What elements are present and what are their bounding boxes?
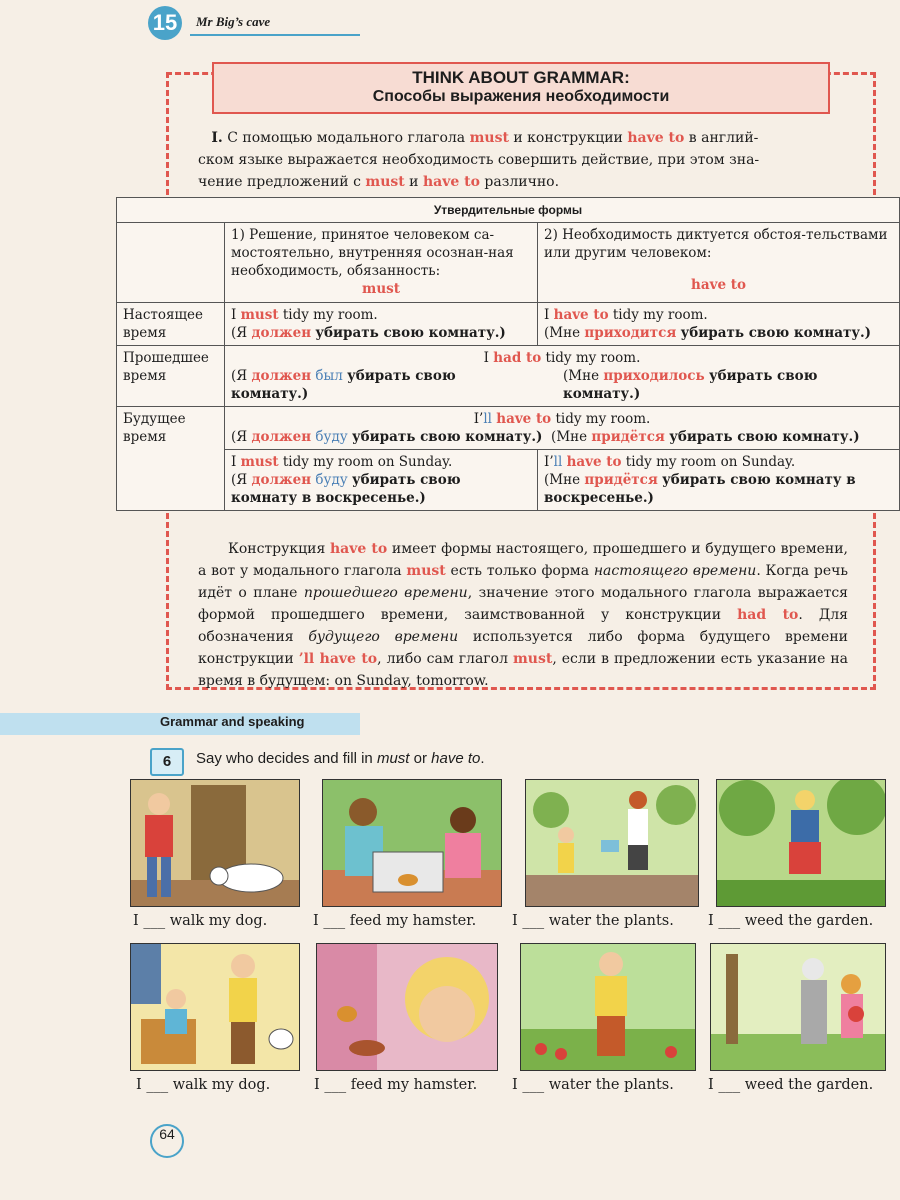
note-text: есть только форма	[450, 563, 590, 579]
example-text: I’	[544, 454, 554, 470]
instruction-text: .	[480, 750, 485, 767]
translation-text: убирать свою комнату.)	[669, 429, 860, 445]
note-text: Конструкция	[228, 541, 326, 557]
caption-8: I ___ weed the garden.	[708, 1077, 874, 1093]
keyword-ll-have-to: ’ll have to	[298, 651, 378, 667]
keyword-ru: должен	[251, 325, 312, 341]
hamster-closeup-illustration	[317, 944, 498, 1071]
keyword-ru: приходилось	[603, 368, 705, 384]
keyword-have-to: have to	[627, 130, 685, 146]
translation-text: убирать свою комнату.)	[315, 325, 506, 341]
translation-text: убирать свою комнату в воскресенье.)	[544, 472, 856, 506]
example-text: tidy my room.	[545, 350, 641, 366]
unit-number-badge: 15	[148, 6, 182, 40]
keyword-have-to: have to	[566, 454, 622, 470]
note-italic: прошедшего времени	[303, 585, 468, 601]
translation-text: (Мне	[544, 472, 581, 488]
row-label-present: Настоящее время	[117, 303, 225, 346]
keyword-must: must	[512, 651, 553, 667]
row-label-past: Прошедшее время	[117, 346, 225, 407]
keyword-ru-aux: был	[315, 368, 343, 384]
past-cell	[225, 346, 900, 407]
keyword-have-to: have to	[553, 307, 609, 323]
father-son-illustration	[131, 944, 300, 1071]
caption-6: I ___ feed my hamster.	[314, 1077, 478, 1093]
picture-girl-hamster-closeup	[316, 943, 498, 1071]
future-must-cell	[225, 450, 538, 511]
note-italic: будущего времени	[308, 629, 459, 645]
keyword-ru-aux: буду	[315, 472, 348, 488]
keyword-ru-aux: буду	[315, 429, 348, 445]
keyword-ru: должен	[251, 472, 312, 488]
translation-text: (Я	[231, 325, 248, 341]
example-text: I	[231, 307, 237, 323]
instruction-keyword: must	[376, 750, 410, 767]
intro-text: в англий-	[688, 130, 759, 146]
keyword-have-to: have to	[496, 411, 552, 427]
grammar-table	[116, 197, 900, 511]
intro-text: и конструкции	[513, 130, 623, 146]
picture-grandmother-girl	[710, 943, 886, 1071]
keyword-must: must	[406, 563, 446, 579]
keyword-ll: ll	[553, 454, 563, 470]
exercise-instruction	[196, 750, 485, 767]
intro-text: чение предложений с	[198, 174, 361, 190]
banner-title: THINK ABOUT GRAMMAR:	[412, 68, 630, 87]
caption-3: I ___ water the plants.	[512, 913, 674, 929]
instruction-keyword: have to	[431, 750, 481, 767]
translation-text: убирать свою комнату.)	[231, 368, 456, 402]
future-cell	[225, 407, 900, 450]
example-text: tidy my room.	[555, 411, 651, 427]
picture-boy-walking-dog	[130, 779, 300, 907]
translation-text: (Я	[231, 368, 248, 384]
table-header: Утвердительные формы	[117, 198, 900, 223]
example-text: I	[483, 350, 489, 366]
exercise-number: 6	[150, 748, 184, 776]
keyword-ru: должен	[251, 429, 312, 445]
page-number: 64	[150, 1124, 184, 1158]
translation-text: убирать свою комнату в воскресенье.)	[231, 472, 461, 506]
translation-text: убирать свою комнату.)	[352, 429, 543, 445]
boy-garden-illustration	[521, 944, 696, 1071]
keyword-ru: приходится	[584, 325, 677, 341]
example-text: I	[544, 307, 550, 323]
keyword-ll: ll	[483, 411, 492, 427]
example-text: tidy my room.	[612, 307, 708, 323]
intro-text: и	[409, 174, 419, 190]
boy-dog-illustration	[131, 780, 300, 907]
section-numeral: I.	[211, 130, 223, 146]
keyword-must: must	[240, 307, 279, 323]
intro-text: различно.	[484, 174, 560, 190]
picture-mother-watering-plants	[525, 779, 699, 907]
column-have-to-header	[538, 223, 900, 303]
row-label-future: Будущее время	[117, 407, 225, 511]
keyword-have-to: have to	[329, 541, 388, 557]
keyword-ru: придётся	[591, 429, 665, 445]
keyword-ru: придётся	[584, 472, 658, 488]
keyword-must: must	[469, 130, 509, 146]
caption-4: I ___ weed the garden.	[708, 913, 874, 929]
keyword-ru: должен	[251, 368, 312, 384]
note-text: имеет формы настоящего, прошедшего и будущего времени, а вот у модального глагола	[198, 541, 848, 579]
example-text: tidy my room on Sunday.	[282, 454, 453, 470]
keyword-must: must	[365, 174, 405, 190]
keyword-must: must	[362, 281, 400, 297]
section-label: Grammar and speaking	[160, 714, 305, 729]
intro-line: ском языке выражается необходимость совершить действие, при этом зна-	[198, 152, 760, 168]
example-text: I	[231, 454, 237, 470]
picture-father-son-dog	[130, 943, 300, 1071]
note-text: , значение этого модального глагола выражается формой прошедшего времени, заимствованной у конструкции	[198, 585, 849, 623]
column-description: 2) Необходимость диктуется обстоя-тельствами или другим человеком:	[544, 227, 888, 261]
translation-text: убирать свою комнату.)	[680, 325, 872, 341]
note-text: , либо сам глагол	[377, 651, 508, 667]
translation-text: (Я	[231, 472, 248, 488]
caption-1: I ___ walk my dog.	[133, 913, 268, 929]
grammar-banner	[212, 62, 830, 114]
translation-text: (Мне	[563, 368, 600, 384]
column-description: 1) Решение, принятое человеком са-мостоятельно, внутренняя осознан-ная необходимость, обязанность:	[231, 227, 514, 279]
future-have-to-cell	[538, 450, 900, 511]
present-have-to-cell	[538, 303, 900, 346]
picture-boy-garden	[520, 943, 696, 1071]
header-divider	[190, 34, 360, 36]
garden-illustration	[717, 780, 886, 907]
keyword-had-to: had to	[493, 350, 542, 366]
banner-subtitle: Способы выражения необходимости	[372, 88, 670, 105]
girls-hamster-illustration	[323, 780, 502, 907]
keyword-have-to: have to	[691, 277, 746, 293]
column-must-header	[225, 223, 538, 303]
keyword-must: must	[240, 454, 279, 470]
empty-cell	[117, 223, 225, 303]
note-text: . Для обозначения	[198, 607, 848, 645]
translation-text: (Мне	[551, 429, 588, 445]
note-text: используется либо форма будущего времени конструкции	[198, 629, 848, 667]
intro-paragraph	[198, 127, 848, 193]
example-text: I’	[473, 411, 484, 427]
caption-2: I ___ feed my hamster.	[313, 913, 477, 929]
watering-illustration	[526, 780, 699, 907]
instruction-text: or	[413, 750, 427, 767]
keyword-have-to: have to	[422, 174, 480, 190]
intro-text: С помощью модального глагола	[227, 130, 466, 146]
example-text: tidy my room on Sunday.	[625, 454, 796, 470]
present-must-cell	[225, 303, 538, 346]
note-text: , если в предложении есть указание на время в будущем: on Sunday, tomorrow.	[198, 651, 849, 689]
grandmother-illustration	[711, 944, 886, 1071]
note-italic: настоящего времени	[593, 563, 757, 579]
instruction-text: Say who decides and fill in	[196, 750, 373, 767]
keyword-had-to: had to	[737, 607, 799, 623]
unit-title: Mr Big’s cave	[196, 14, 271, 29]
translation-text: (Я	[231, 429, 248, 445]
picture-girl-weeding-garden	[716, 779, 886, 907]
caption-5: I ___ walk my dog.	[136, 1077, 271, 1093]
caption-7: I ___ water the plants.	[512, 1077, 674, 1093]
translation-text: (Мне	[544, 325, 581, 341]
note-text: . Когда речь идёт о плане	[198, 563, 849, 601]
picture-girls-hamster	[322, 779, 502, 907]
example-text: tidy my room.	[282, 307, 378, 323]
note-paragraph	[198, 538, 848, 692]
translation-text: убирать свою комнату.)	[563, 368, 818, 402]
